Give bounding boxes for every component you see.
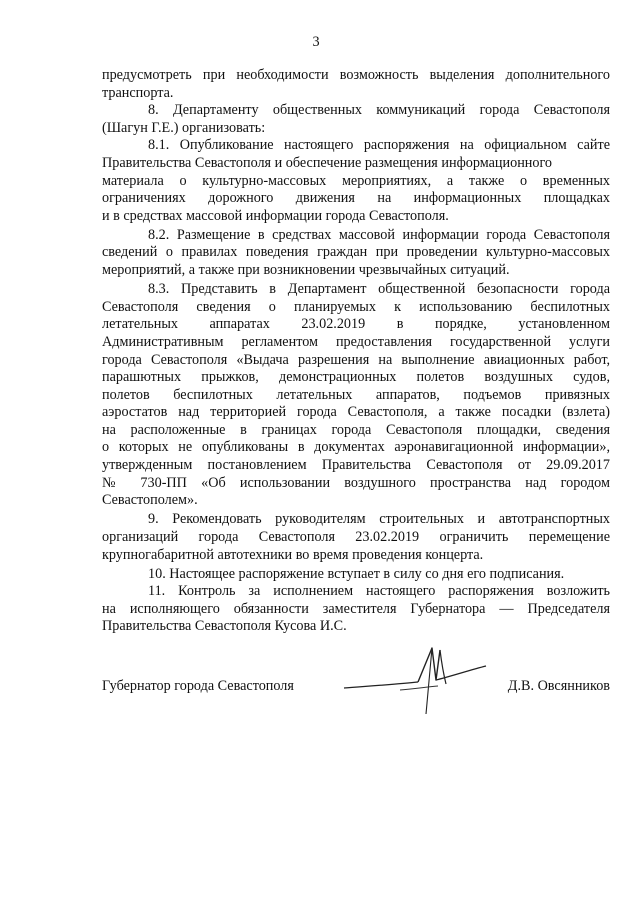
paragraph-9 [102,511,610,564]
text-line: мероприятий, а также при возникновении чрезвычайных ситуаций. [102,262,510,279]
text-line: 8.1. Опубликование настоящего распоряжения на официальном сайте [148,137,610,154]
paragraph-11 [102,583,610,636]
text-line: предусмотреть при необходимости возможность выделения дополнительного [102,67,610,83]
text-line: организаций города Севастополя 23.02.2019 ограничить перемещение [102,528,610,545]
paragraph-8 [102,102,610,137]
text-line: 9. Рекомендовать руководителям строительных и автотранспортных [148,511,610,528]
text-line: парашютных прыжков, демонстрационных полетов воздушных судов, [102,369,610,386]
text-line: Севастополя сведения о планируемых к использованию беспилотных [102,298,610,315]
text-line: о которых не опубликованы в документах аэронавигационной информации», [102,439,610,456]
text-line: аэростатов над территорией города Севастополя, а также посадки (взлета) [102,404,610,421]
text-line: Административным регламентом предоставления государственной услуги [102,333,610,350]
text-line: полетов беспилотных летательных аппаратов, подъемов привязных [102,386,610,403]
text-line: 8.2. Размещение в средствах массовой информации города Севастополя [148,226,610,243]
signatory-name: Д.В. Овсянников [507,678,610,694]
signature-block [102,678,610,698]
text-line: крупногабаритной автотехники во время проведения концерта. [102,546,484,563]
text-line: № 730-ПП «Об использовании воздушного пространства над городом [102,474,610,491]
text-line: летательных аппаратах 23.02.2019 в порядке, установленном [102,316,610,333]
text-line: 8. Департаменту общественных коммуникаций города Севастополя [148,102,610,119]
text-line: и в средствах массовой информации города Севастополя. [102,207,449,224]
text-line: ограничениях дорожного движения на информационных площадках [102,190,610,207]
paragraph-continuation [102,67,610,102]
paragraph-8-2 [102,227,610,280]
text-line: Севастополем». [102,492,198,509]
page-number: 3 [312,34,320,50]
text-line: сведений о правилах поведения граждан при проведении культурно-массовых [102,244,610,261]
text-line: города Севастополя «Выдача разрешения на выполнение авиационных работ, [102,351,610,368]
text-line: Правительства Севастополя и обеспечение размещения информационного [102,154,553,171]
text-line: утвержденным постановлением Правительства Севастополя от 29.09.2017 [102,457,610,474]
text-line: 10. Настоящее распоряжение вступает в силу со дня его подписания. [148,565,565,582]
text-line: (Шагун Г.Е.) организовать: [102,119,266,136]
paragraph-8-1 [102,137,610,225]
text-line: на расположенные в границах города Севастополя площадки, сведения [102,421,610,438]
text-line: на исполняющего обязанности заместителя Губернатора — Председателя [102,600,610,617]
text-line: 11. Контроль за исполнением настоящего распоряжения возложить [148,583,610,600]
paragraph-8-3 [102,281,610,510]
document-body [102,67,610,636]
text-line: 8.3. Представить в Департамент общественной безопасности города [148,281,610,298]
text-line: транспорта. [102,84,174,101]
signatory-title: Губернатор города Севастополя [102,678,294,694]
text-line: Правительства Севастополя Кусова И.С. [102,618,347,635]
text-line: материала о культурно-массовых мероприятиях, а также о временных [102,172,610,189]
paragraph-10 [102,566,610,584]
